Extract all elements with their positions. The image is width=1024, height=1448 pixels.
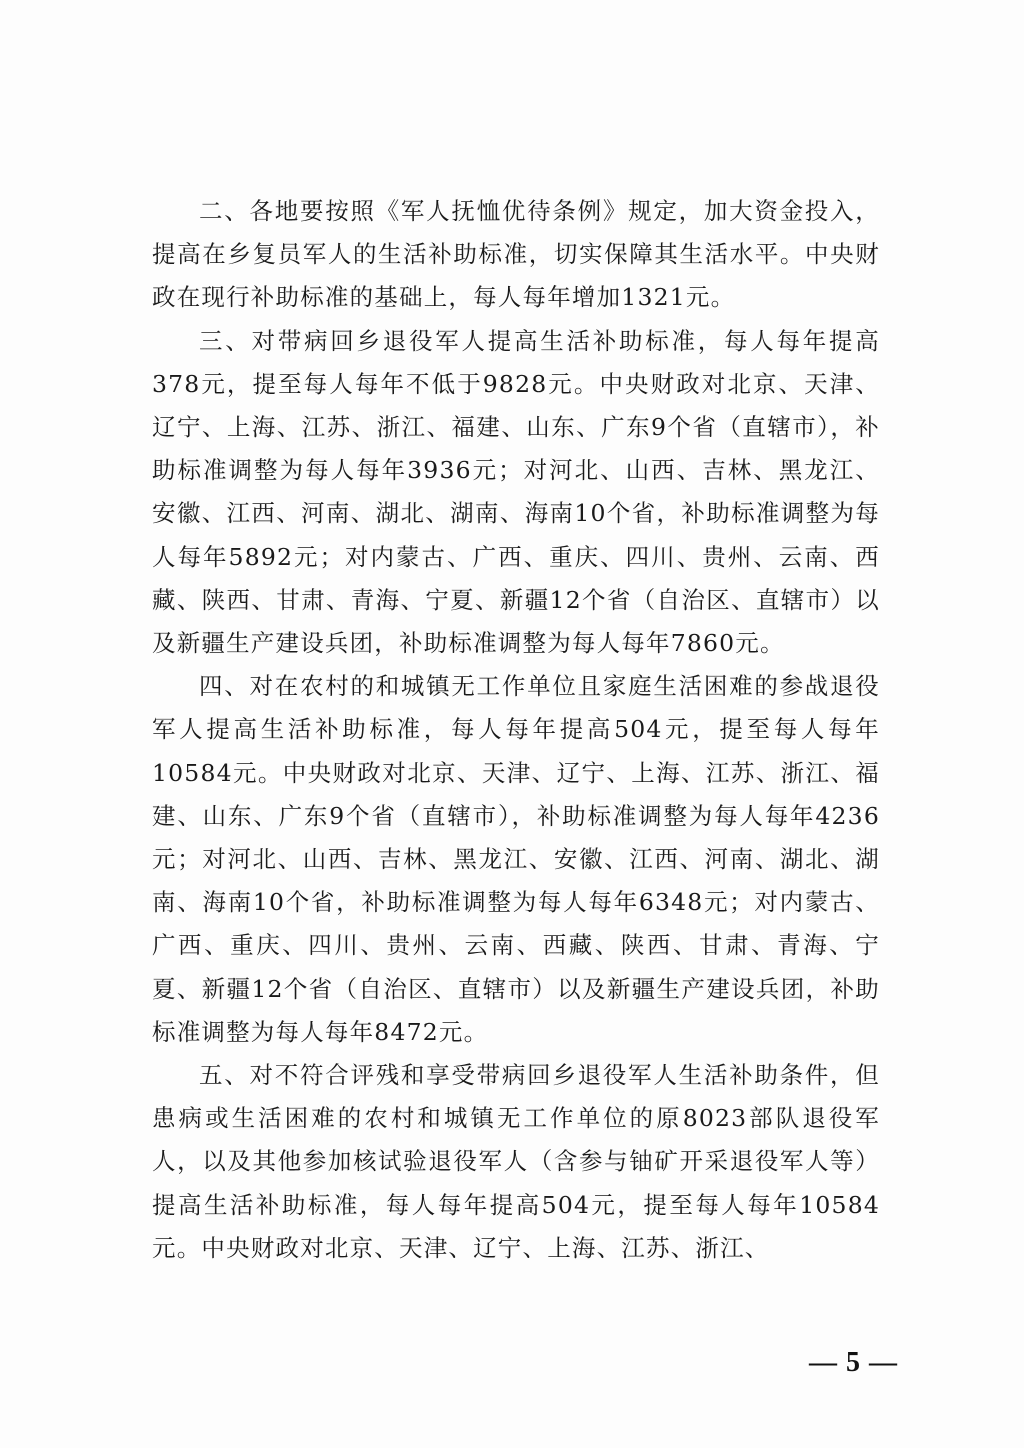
paragraph-four: 四、对在农村的和城镇无工作单位且家庭生活困难的参战退役军人提高生活补助标准，每人每年提高504元，提至每人每年10584元。中央财政对北京、天津、辽宁、上海、江苏、浙江、福建、山东、广东9个省（直辖市），补助标准调整为每人每年4236元；对河北、山西、吉林、黑龙江、安徽、江西、河南、湖北、湖南、海南10个省，补助标准调整为每人每年6348元；对内蒙古、广西、重庆、四川、贵州、云南、西藏、陕西、甘肃、青海、宁夏、新疆12个省（自治区、直辖市）以及新疆生产建设兵团，补助标准调整为每人每年8472元。 bbox=[152, 672, 880, 1046]
paragraph-three: 三、对带病回乡退役军人提高生活补助标准，每人每年提高378元，提至每人每年不低于9828元。中央财政对北京、天津、辽宁、上海、江苏、浙江、福建、山东、广东9个省（直辖市），补助标准调整为每人每年3936元；对河北、山西、吉林、黑龙江、安徽、江西、河南、湖北、湖南、海南10个省，补助标准调整为每人每年5892元；对内蒙古、广西、重庆、四川、贵州、云南、西藏、陕西、甘肃、青海、宁夏、新疆12个省（自治区、直辖市）以及新疆生产建设兵团，补助标准调整为每人每年7860元。 bbox=[152, 326, 880, 658]
page-number: — 5 — bbox=[809, 1347, 898, 1378]
paragraph-five: 五、对不符合评残和享受带病回乡退役军人生活补助条件，但患病或生活困难的农村和城镇无工作单位的原8023部队退役军人，以及其他参加核试验退役军人（含参与铀矿开采退役军人等）提高生活补助标准，每人每年提高504元，提至每人每年10584元。中央财政对北京、天津、辽宁、上海、江苏、浙江、 bbox=[152, 1061, 880, 1262]
document-body bbox=[152, 190, 880, 1270]
paragraph-two: 二、各地要按照《军人抚恤优待条例》规定，加大资金投入，提高在乡复员军人的生活补助标准，切实保障其生活水平。中央财政在现行补助标准的基础上，每人每年增加1321元。 bbox=[152, 197, 880, 312]
